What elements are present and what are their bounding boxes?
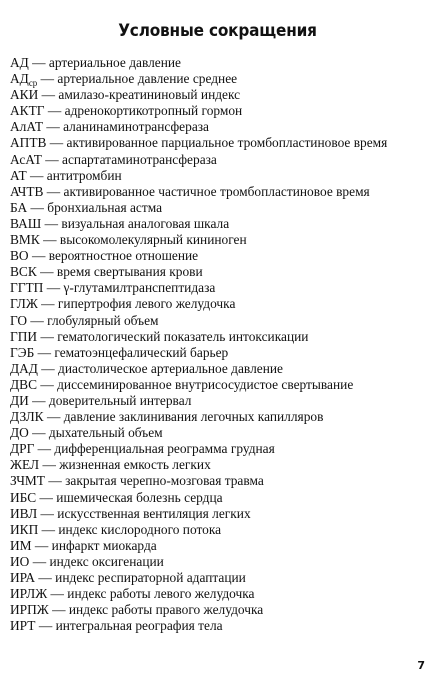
em-dash-separator: — — [43, 119, 64, 135]
abbreviation-definition: активированное частичное тромбопластиновое время — [63, 183, 370, 199]
em-dash-separator: — — [45, 473, 66, 489]
abbreviation-term — [10, 457, 39, 472]
abbreviation-entry — [10, 457, 430, 473]
abbreviation-term — [10, 313, 27, 328]
em-dash-separator: — — [34, 344, 55, 360]
em-dash-separator: — — [36, 489, 57, 505]
abbreviation-entry — [10, 538, 430, 554]
abbreviation-entry — [10, 554, 430, 570]
abbreviation-entry — [10, 377, 430, 393]
abbreviation-definition: искусственная вентиляция легких — [57, 505, 251, 521]
abbreviation-definition: бронхиальная астма — [47, 199, 163, 215]
abbreviation-definition: гипертрофия левого желудочка — [57, 296, 236, 312]
abbreviation-term — [10, 441, 34, 456]
em-dash-separator: — — [34, 441, 55, 457]
abbreviation-entry — [10, 264, 430, 280]
abbreviation-entry — [10, 473, 430, 489]
abbreviation-entry — [10, 135, 430, 151]
abbreviation-term-text: ИРТ — [10, 618, 36, 634]
em-dash-separator: — — [38, 87, 59, 103]
abbreviation-term — [10, 264, 37, 279]
abbreviation-definition: закрытая черепно-мозговая травма — [65, 473, 264, 489]
abbreviation-definition: жизненная емкость легких — [59, 457, 211, 473]
em-dash-separator: — — [27, 312, 48, 328]
abbreviation-definition: индекс кислородного потока — [58, 521, 222, 537]
abbreviation-term-text: ВСК — [10, 264, 37, 280]
abbreviation-definition: диссеминированное внутрисосудистое свертывание — [57, 376, 354, 392]
em-dash-separator: — — [37, 360, 59, 376]
abbreviation-term — [10, 506, 37, 521]
abbreviation-term — [10, 135, 46, 150]
abbreviation-term-text: ИВЛ — [10, 505, 38, 521]
abbreviation-term — [10, 409, 44, 424]
abbreviation-entry — [10, 490, 430, 506]
em-dash-separator: — — [44, 103, 65, 119]
abbreviation-definition: индекс работы левого желудочка — [67, 586, 255, 602]
em-dash-separator: — — [41, 215, 62, 231]
abbreviation-entry — [10, 409, 430, 425]
abbreviation-entry — [10, 506, 430, 522]
abbreviation-definition: аланинаминотрансфераза — [63, 119, 209, 135]
abbreviation-definition: активированное парциальное тромбопластиновое время — [66, 135, 388, 151]
abbreviation-entry — [10, 200, 430, 216]
abbreviation-entry — [10, 184, 430, 200]
abbreviation-entry — [10, 280, 430, 296]
abbreviation-definition: время свертывания крови — [56, 264, 203, 280]
abbreviation-subscript: ср — [28, 78, 38, 89]
abbreviation-term-text: ДИ — [10, 392, 29, 408]
abbreviation-term — [10, 618, 35, 633]
em-dash-separator: — — [28, 55, 49, 70]
em-dash-separator: — — [39, 232, 60, 248]
abbreviation-term — [10, 119, 43, 134]
abbreviation-term-text: ГЭБ — [10, 344, 35, 360]
em-dash-separator: — — [37, 71, 58, 87]
em-dash-separator: — — [36, 264, 57, 280]
abbreviation-term — [10, 393, 29, 408]
abbreviation-entry — [10, 313, 430, 329]
abbreviation-definition: артериальное давление — [48, 55, 181, 70]
abbreviation-entry — [10, 119, 430, 135]
abbreviation-term-text: АлАТ — [10, 119, 44, 135]
abbreviation-term-text: ВМК — [10, 232, 40, 248]
em-dash-separator: — — [39, 457, 60, 473]
abbreviation-term — [10, 586, 47, 601]
abbreviation-term-text: АЧТВ — [10, 183, 44, 199]
abbreviation-entry — [10, 248, 430, 264]
abbreviation-entry — [10, 87, 430, 103]
em-dash-separator: — — [35, 570, 56, 585]
abbreviation-definition: диастолическое артериальное давление — [58, 360, 283, 376]
abbreviation-term-text: ГО — [10, 312, 28, 328]
abbreviation-definition: интегральная реография тела — [55, 618, 223, 634]
abbreviation-term — [10, 522, 38, 537]
abbreviation-term-text: ГГТП — [10, 280, 44, 296]
abbreviation-term — [10, 248, 29, 263]
abbreviation-term — [10, 216, 41, 231]
abbreviation-entry — [10, 602, 430, 618]
em-dash-separator: — — [37, 505, 58, 521]
em-dash-separator: — — [28, 248, 49, 264]
abbreviation-term — [10, 87, 38, 102]
abbreviation-entry — [10, 55, 430, 71]
abbreviation-definition: артериальное давление среднее — [57, 71, 238, 87]
abbreviation-term-text: ИРЛЖ — [10, 586, 48, 602]
abbreviation-term-text: ЗЧМТ — [10, 473, 45, 489]
abbreviation-term-text: ИРПЖ — [10, 602, 49, 618]
page-number: 7 — [417, 659, 425, 672]
abbreviation-entry — [10, 296, 430, 312]
abbreviation-definition: ишемическая болезнь сердца — [56, 489, 223, 505]
em-dash-separator: — — [43, 409, 64, 425]
abbreviation-entry — [10, 618, 430, 634]
abbreviation-term — [10, 71, 38, 89]
abbreviation-term-text: ИРА — [10, 570, 36, 585]
abbreviation-term-text: ИБС — [10, 489, 37, 505]
abbreviation-definition: визуальная аналоговая шкала — [61, 215, 230, 231]
abbreviation-term — [10, 168, 27, 183]
abbreviation-list — [10, 55, 430, 634]
abbreviation-entry — [10, 570, 430, 586]
abbreviation-definition: антитромбин — [46, 167, 122, 183]
abbreviation-definition: вероятностное отношение — [48, 248, 199, 264]
abbreviation-term — [10, 55, 29, 70]
abbreviation-entry — [10, 152, 430, 168]
em-dash-separator: — — [43, 183, 64, 199]
em-dash-separator: — — [28, 392, 49, 408]
abbreviation-term-text: ГПИ — [10, 328, 38, 344]
abbreviation-definition: индекс оксигенации — [49, 553, 164, 569]
em-dash-separator: — — [37, 296, 58, 312]
abbreviation-definition: дыхательный объем — [48, 425, 163, 441]
abbreviation-definition: дифференциальная реограмма грудная — [54, 441, 275, 457]
abbreviation-definition: γ-глутамилтранспептидаза — [63, 280, 216, 296]
abbreviation-term-text: ВАШ — [10, 215, 42, 231]
abbreviation-term — [10, 425, 29, 440]
abbreviation-term-text: ИО — [10, 553, 30, 569]
abbreviation-term-text: ИМ — [10, 537, 32, 553]
abbreviation-term-text: АД — [10, 71, 29, 87]
abbreviation-term-text: АПТВ — [10, 135, 47, 151]
abbreviation-entry — [10, 232, 430, 248]
abbreviation-definition: амилазо-креатининовый индекс — [58, 87, 241, 103]
abbreviation-term-text: ДВС — [10, 376, 37, 392]
abbreviation-entry — [10, 425, 430, 441]
abbreviation-term — [10, 329, 37, 344]
abbreviation-entry — [10, 441, 430, 457]
em-dash-separator: — — [37, 328, 58, 344]
abbreviation-term-text: АКТГ — [10, 103, 45, 119]
abbreviation-term-text: ДЗЛК — [10, 409, 44, 425]
abbreviation-term-text: АТ — [10, 167, 27, 183]
abbreviation-term-text: АД — [10, 55, 29, 70]
abbreviation-term — [10, 103, 45, 118]
abbreviation-term — [10, 184, 43, 199]
abbreviation-term-text: АКИ — [10, 87, 39, 103]
abbreviation-definition: адренокортикотропный гормон — [64, 103, 243, 119]
abbreviation-definition: доверительный интервал — [48, 392, 192, 408]
abbreviation-term — [10, 280, 43, 295]
abbreviation-entry — [10, 216, 430, 232]
em-dash-separator: — — [38, 521, 59, 537]
abbreviation-entry — [10, 393, 430, 409]
abbreviation-term-text: БА — [10, 199, 28, 215]
abbreviation-definition: высокомолекулярный кининоген — [59, 232, 247, 248]
em-dash-separator: — — [46, 135, 67, 151]
abbreviation-definition: индекс респираторной адаптации — [55, 570, 246, 585]
abbreviation-definition: глобулярный объем — [47, 312, 159, 328]
abbreviation-entry — [10, 329, 430, 345]
abbreviation-term — [10, 296, 38, 311]
em-dash-separator: — — [48, 602, 69, 618]
abbreviation-entry — [10, 586, 430, 602]
abbreviation-term — [10, 200, 27, 215]
em-dash-separator: — — [31, 537, 52, 553]
abbreviation-term-text: АсАТ — [10, 151, 42, 167]
abbreviation-term — [10, 152, 42, 167]
abbreviation-definition: инфаркт миокарда — [51, 537, 157, 553]
abbreviation-entry — [10, 103, 430, 119]
abbreviation-term — [10, 377, 37, 392]
abbreviation-term-text: ГЛЖ — [10, 296, 38, 312]
em-dash-separator: — — [26, 167, 47, 183]
em-dash-separator: — — [35, 618, 56, 634]
abbreviation-term — [10, 345, 34, 360]
em-dash-separator: — — [41, 151, 63, 167]
em-dash-separator: — — [37, 376, 58, 392]
abbreviation-term — [10, 602, 49, 617]
abbreviation-term — [10, 490, 36, 505]
abbreviation-definition: давление заклинивания легочных капилляров — [63, 409, 324, 425]
abbreviation-term-text: ДО — [10, 425, 29, 441]
abbreviation-term-text: ИКП — [10, 521, 39, 537]
abbreviation-term — [10, 232, 40, 247]
abbreviation-definition: гематоэнцефалический барьер — [54, 344, 229, 360]
abbreviation-term — [10, 538, 32, 553]
abbreviation-term — [10, 570, 35, 585]
abbreviation-term-text: ДАД — [10, 360, 38, 376]
abbreviation-definition: гематологический показатель интоксикации — [57, 328, 309, 344]
abbreviation-definition: индекс работы правого желудочка — [68, 602, 264, 618]
abbreviation-term-text: ДРГ — [10, 441, 35, 457]
em-dash-separator: — — [47, 586, 68, 602]
abbreviation-term-text: ВО — [10, 248, 29, 264]
abbreviation-term — [10, 554, 29, 569]
abbreviation-entry — [10, 522, 430, 538]
em-dash-separator: — — [43, 280, 64, 296]
page-title: Условные сокращения — [118, 21, 317, 42]
abbreviation-term — [10, 473, 45, 488]
abbreviation-entry — [10, 71, 430, 87]
abbreviation-entry — [10, 168, 430, 184]
em-dash-separator: — — [28, 425, 49, 441]
abbreviation-term — [10, 361, 38, 376]
abbreviation-entry — [10, 345, 430, 361]
em-dash-separator: — — [27, 199, 48, 215]
abbreviation-definition: аспартатаминотрансфераза — [62, 151, 217, 167]
abbreviation-entry — [10, 361, 430, 377]
abbreviation-term-text: ЖЕЛ — [10, 457, 40, 473]
em-dash-separator: — — [29, 553, 50, 569]
